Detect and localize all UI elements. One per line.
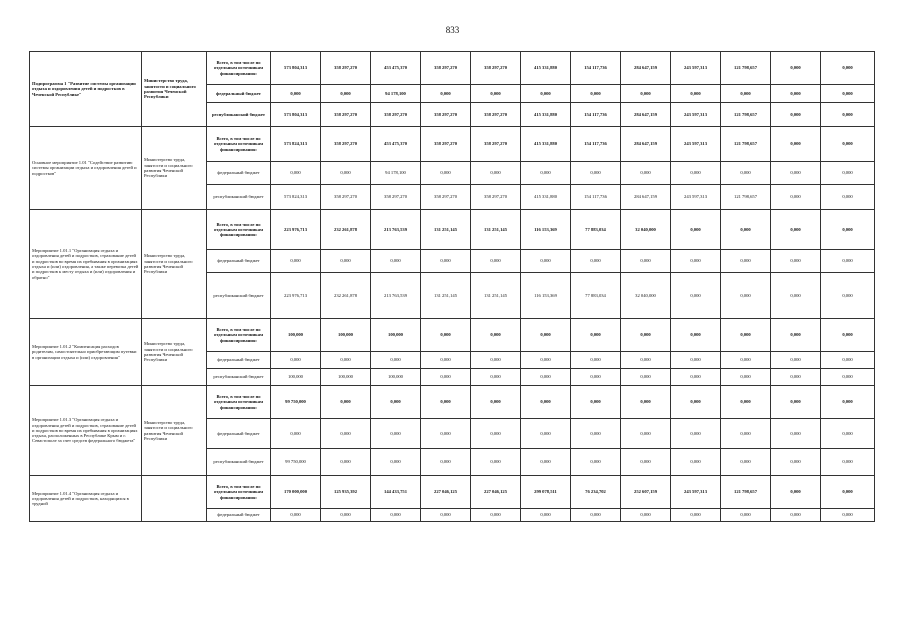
amount-cell: 243 597,313 — [671, 103, 721, 127]
program-name-cell: Мероприятие 1.01.1 "Организация отдыха и оздоровления детей и подростков, страхование детей и подростков во время их пребывания в организациях отдыха и (или) оздоровления, а также перевозка детей и подростков к месту отдыха и (или) оздоровления и обратно" — [30, 210, 142, 319]
amount-cell: 299 078,511 — [521, 476, 571, 509]
funding-source-cell: республиканский бюджет — [207, 103, 271, 127]
amount-cell: 243 597,313 — [671, 476, 721, 509]
table-row — [30, 210, 875, 250]
amount-cell: 0,000 — [671, 250, 721, 273]
amount-cell: 0,000 — [821, 103, 875, 127]
funding-source-cell: республиканский бюджет — [207, 273, 271, 319]
amount-cell: 0,000 — [821, 476, 875, 509]
funding-source-cell: Всего, в том числе по отдельным источникам финансирования: — [207, 210, 271, 250]
amount-cell: 0,000 — [721, 162, 771, 185]
amount-cell: 0,000 — [771, 352, 821, 369]
amount-cell: 154 117,736 — [571, 185, 621, 210]
amount-cell: 131 251,145 — [471, 273, 521, 319]
amount-cell: 0,000 — [821, 352, 875, 369]
amount-cell: 0,000 — [571, 509, 621, 522]
amount-cell: 0,000 — [721, 369, 771, 386]
amount-cell: 125 935,392 — [321, 476, 371, 509]
amount-cell: 415 331,880 — [521, 52, 571, 85]
amount-cell: 0,000 — [671, 352, 721, 369]
amount-cell: 415 331,880 — [521, 127, 571, 162]
amount-cell: 415 331,880 — [521, 185, 571, 210]
amount-cell: 121 798,657 — [721, 185, 771, 210]
amount-cell: 573 804,313 — [271, 103, 321, 127]
amount-cell: 213 763,539 — [371, 210, 421, 250]
amount-cell: 0,000 — [671, 369, 721, 386]
amount-cell: 243 597,313 — [671, 185, 721, 210]
funding-source-cell: Всего, в том числе по отдельным источникам финансирования: — [207, 319, 271, 352]
amount-cell: 232 261,878 — [321, 210, 371, 250]
amount-cell: 223 976,713 — [271, 210, 321, 250]
amount-cell: 76 234,702 — [571, 476, 621, 509]
amount-cell: 0,000 — [621, 85, 671, 103]
funding-source-cell: федеральный бюджет — [207, 509, 271, 522]
amount-cell: 284 647,159 — [621, 103, 671, 127]
funding-source-cell: Всего, в том числе по отдельным источникам финансирования: — [207, 52, 271, 85]
amount-cell: 0,000 — [671, 386, 721, 419]
amount-cell: 131 251,145 — [471, 210, 521, 250]
amount-cell: 0,000 — [521, 250, 571, 273]
amount-cell: 154 117,736 — [571, 127, 621, 162]
amount-cell: 0,000 — [771, 185, 821, 210]
amount-cell: 0,000 — [271, 162, 321, 185]
amount-cell: 0,000 — [821, 250, 875, 273]
amount-cell: 144 433,751 — [371, 476, 421, 509]
program-name-cell: Мероприятие 1.01.4 "Организация отдыха и оздоровления детей и подростков, находящихся в трудной — [30, 476, 142, 522]
amount-cell: 0,000 — [371, 352, 421, 369]
responsible-executor-cell — [142, 476, 207, 522]
amount-cell: 358 297,270 — [471, 103, 521, 127]
amount-cell: 0,000 — [271, 85, 321, 103]
amount-cell: 0,000 — [821, 386, 875, 419]
amount-cell: 0,000 — [621, 509, 671, 522]
amount-cell: 415 331,880 — [521, 103, 571, 127]
amount-cell: 0,000 — [321, 162, 371, 185]
budget-table — [29, 51, 875, 522]
amount-cell: 0,000 — [721, 352, 771, 369]
amount-cell: 94 178,100 — [371, 162, 421, 185]
amount-cell: 573 824,313 — [271, 127, 321, 162]
amount-cell: 0,000 — [421, 369, 471, 386]
amount-cell: 0,000 — [521, 386, 571, 419]
amount-cell: 0,000 — [721, 319, 771, 352]
amount-cell: 358 297,270 — [371, 185, 421, 210]
amount-cell: 32 040,000 — [621, 210, 671, 250]
amount-cell: 0,000 — [471, 419, 521, 449]
amount-cell: 0,000 — [771, 85, 821, 103]
amount-cell: 0,000 — [521, 162, 571, 185]
amount-cell: 0,000 — [721, 250, 771, 273]
amount-cell: 0,000 — [371, 386, 421, 419]
amount-cell: 154 117,736 — [571, 103, 621, 127]
program-name-cell: Основное мероприятие 1.01 "Содействие развитию системы организации отдыха и оздоровления детей и подростков" — [30, 127, 142, 210]
amount-cell: 0,000 — [721, 449, 771, 476]
amount-cell: 0,000 — [421, 386, 471, 419]
amount-cell: 0,000 — [671, 449, 721, 476]
amount-cell: 0,000 — [671, 319, 721, 352]
amount-cell: 0,000 — [771, 476, 821, 509]
amount-cell: 0,000 — [771, 319, 821, 352]
program-name-cell: Подпрограмма 1 "Развитие системы организации отдыха и оздоровления детей и подростков в Чеченской Республике" — [30, 52, 142, 127]
amount-cell: 32 040,000 — [621, 273, 671, 319]
amount-cell: 227 046,125 — [421, 476, 471, 509]
page-number: 833 — [445, 25, 460, 35]
amount-cell: 0,000 — [321, 509, 371, 522]
amount-cell: 0,000 — [771, 52, 821, 85]
amount-cell: 0,000 — [821, 369, 875, 386]
amount-cell: 0,000 — [671, 273, 721, 319]
amount-cell: 0,000 — [821, 127, 875, 162]
amount-cell: 0,000 — [471, 162, 521, 185]
amount-cell: 0,000 — [271, 509, 321, 522]
amount-cell: 284 647,159 — [621, 185, 671, 210]
amount-cell: 0,000 — [321, 85, 371, 103]
amount-cell: 358 297,270 — [471, 52, 521, 85]
amount-cell: 0,000 — [821, 185, 875, 210]
amount-cell: 358 297,270 — [471, 185, 521, 210]
amount-cell: 77 883,034 — [571, 273, 621, 319]
table-row — [30, 386, 875, 419]
amount-cell: 0,000 — [621, 352, 671, 369]
amount-cell: 0,000 — [821, 509, 875, 522]
amount-cell: 0,000 — [321, 352, 371, 369]
amount-cell: 0,000 — [471, 449, 521, 476]
table-row — [30, 476, 875, 509]
table-row — [30, 127, 875, 162]
amount-cell: 116 153,369 — [521, 273, 571, 319]
amount-cell: 0,000 — [721, 210, 771, 250]
amount-cell: 0,000 — [421, 162, 471, 185]
amount-cell: 358 297,270 — [471, 127, 521, 162]
amount-cell: 94 178,100 — [371, 85, 421, 103]
amount-cell: 0,000 — [771, 273, 821, 319]
amount-cell: 0,000 — [671, 509, 721, 522]
amount-cell: 0,000 — [771, 127, 821, 162]
amount-cell: 154 117,736 — [571, 52, 621, 85]
amount-cell: 0,000 — [821, 210, 875, 250]
amount-cell: 0,000 — [421, 449, 471, 476]
funding-source-cell: Всего, в том числе по отдельным источникам финансирования: — [207, 127, 271, 162]
amount-cell: 243 597,313 — [671, 52, 721, 85]
amount-cell: 0,000 — [671, 210, 721, 250]
amount-cell: 0,000 — [521, 419, 571, 449]
amount-cell: 213 763,539 — [371, 273, 421, 319]
funding-source-cell: федеральный бюджет — [207, 250, 271, 273]
amount-cell: 0,000 — [821, 85, 875, 103]
amount-cell: 0,000 — [471, 386, 521, 419]
amount-cell: 358 297,270 — [321, 127, 371, 162]
amount-cell: 0,000 — [621, 250, 671, 273]
amount-cell: 0,000 — [421, 352, 471, 369]
amount-cell: 0,000 — [521, 352, 571, 369]
amount-cell: 0,000 — [421, 419, 471, 449]
amount-cell: 358 297,270 — [421, 185, 471, 210]
amount-cell: 0,000 — [571, 419, 621, 449]
amount-cell: 0,000 — [471, 319, 521, 352]
amount-cell: 252 607,159 — [621, 476, 671, 509]
amount-cell: 0,000 — [821, 52, 875, 85]
amount-cell: 284 647,159 — [621, 52, 671, 85]
program-name-cell: Мероприятие 1.01.3 "Организация отдыха и оздоровления детей и подростков, страхование детей и подростков во время их пребывания в организациях отдыха, расположенных в Республике Крым и г. Севастополе за счет средств федерального бюджета" — [30, 386, 142, 476]
amount-cell: 243 597,313 — [671, 127, 721, 162]
amount-cell: 0,000 — [621, 319, 671, 352]
amount-cell: 0,000 — [371, 449, 421, 476]
amount-cell: 358 297,270 — [421, 127, 471, 162]
funding-source-cell: Всего, в том числе по отдельным источникам финансирования: — [207, 476, 271, 509]
amount-cell: 0,000 — [471, 509, 521, 522]
amount-cell: 0,000 — [771, 162, 821, 185]
amount-cell: 0,000 — [721, 273, 771, 319]
amount-cell: 0,000 — [421, 250, 471, 273]
amount-cell: 0,000 — [321, 250, 371, 273]
amount-cell: 121 798,657 — [721, 127, 771, 162]
amount-cell: 0,000 — [771, 509, 821, 522]
amount-cell: 100,000 — [371, 369, 421, 386]
amount-cell: 99 750,000 — [271, 386, 321, 419]
responsible-executor-cell: Министерство труда, занятости и социального развития Чеченской Республики — [142, 52, 207, 127]
amount-cell: 121 798,657 — [721, 52, 771, 85]
amount-cell: 0,000 — [571, 352, 621, 369]
amount-cell: 77 883,034 — [571, 210, 621, 250]
amount-cell: 358 297,270 — [371, 103, 421, 127]
amount-cell: 0,000 — [821, 162, 875, 185]
responsible-executor-cell: Министерство труда, занятости и социального развития Чеченской Республики — [142, 127, 207, 210]
amount-cell: 121 798,657 — [721, 476, 771, 509]
amount-cell: 0,000 — [771, 419, 821, 449]
amount-cell: 99 750,000 — [271, 449, 321, 476]
amount-cell: 0,000 — [371, 250, 421, 273]
amount-cell: 100,000 — [321, 319, 371, 352]
amount-cell: 100,000 — [321, 369, 371, 386]
amount-cell: 100,000 — [271, 369, 321, 386]
amount-cell: 131 251,145 — [421, 210, 471, 250]
amount-cell: 0,000 — [421, 85, 471, 103]
amount-cell: 0,000 — [521, 319, 571, 352]
table-row — [30, 52, 875, 85]
amount-cell: 0,000 — [621, 386, 671, 419]
amount-cell: 0,000 — [721, 85, 771, 103]
amount-cell: 100,000 — [271, 319, 321, 352]
amount-cell: 0,000 — [771, 103, 821, 127]
amount-cell: 0,000 — [671, 162, 721, 185]
funding-source-cell: федеральный бюджет — [207, 419, 271, 449]
amount-cell: 227 046,125 — [471, 476, 521, 509]
amount-cell: 0,000 — [271, 352, 321, 369]
amount-cell: 0,000 — [321, 449, 371, 476]
funding-source-cell: федеральный бюджет — [207, 162, 271, 185]
amount-cell: 131 251,145 — [421, 273, 471, 319]
amount-cell: 0,000 — [821, 319, 875, 352]
responsible-executor-cell: Министерство труда, занятости и социального развития Чеченской Республики — [142, 386, 207, 476]
funding-source-cell: республиканский бюджет — [207, 185, 271, 210]
amount-cell: 0,000 — [271, 419, 321, 449]
amount-cell: 0,000 — [771, 250, 821, 273]
amount-cell: 0,000 — [621, 449, 671, 476]
amount-cell: 116 153,369 — [521, 210, 571, 250]
amount-cell: 0,000 — [571, 449, 621, 476]
amount-cell: 0,000 — [471, 369, 521, 386]
amount-cell: 0,000 — [521, 85, 571, 103]
amount-cell: 0,000 — [821, 273, 875, 319]
amount-cell: 284 647,159 — [621, 127, 671, 162]
amount-cell: 0,000 — [621, 162, 671, 185]
amount-cell: 0,000 — [471, 352, 521, 369]
amount-cell: 0,000 — [321, 386, 371, 419]
amount-cell: 0,000 — [271, 250, 321, 273]
amount-cell: 0,000 — [721, 419, 771, 449]
table-row — [30, 319, 875, 352]
amount-cell: 0,000 — [471, 250, 521, 273]
funding-source-cell: Всего, в том числе по отдельным источникам финансирования: — [207, 386, 271, 419]
amount-cell: 0,000 — [821, 419, 875, 449]
amount-cell: 0,000 — [371, 509, 421, 522]
responsible-executor-cell: Министерство труда, занятости и социального развития Чеченской Республики — [142, 319, 207, 386]
amount-cell: 0,000 — [471, 85, 521, 103]
amount-cell: 0,000 — [771, 386, 821, 419]
amount-cell: 0,000 — [521, 369, 571, 386]
amount-cell: 0,000 — [421, 319, 471, 352]
amount-cell: 0,000 — [721, 509, 771, 522]
amount-cell: 223 976,713 — [271, 273, 321, 319]
amount-cell: 0,000 — [671, 419, 721, 449]
amount-cell: 358 297,270 — [321, 52, 371, 85]
funding-source-cell: республиканский бюджет — [207, 449, 271, 476]
amount-cell: 0,000 — [321, 419, 371, 449]
amount-cell: 0,000 — [771, 449, 821, 476]
amount-cell: 573 824,313 — [271, 185, 321, 210]
funding-source-cell: федеральный бюджет — [207, 352, 271, 369]
amount-cell: 358 297,270 — [321, 103, 371, 127]
amount-cell: 0,000 — [671, 85, 721, 103]
amount-cell: 573 804,313 — [271, 52, 321, 85]
amount-cell: 0,000 — [571, 319, 621, 352]
amount-cell: 453 475,370 — [371, 127, 421, 162]
amount-cell: 453 475,370 — [371, 52, 421, 85]
amount-cell: 0,000 — [571, 386, 621, 419]
amount-cell: 358 297,270 — [421, 103, 471, 127]
amount-cell: 0,000 — [571, 162, 621, 185]
amount-cell: 0,000 — [771, 210, 821, 250]
amount-cell: 0,000 — [771, 369, 821, 386]
amount-cell: 0,000 — [571, 369, 621, 386]
amount-cell: 0,000 — [721, 386, 771, 419]
amount-cell: 0,000 — [571, 250, 621, 273]
amount-cell: 0,000 — [821, 449, 875, 476]
amount-cell: 0,000 — [521, 449, 571, 476]
amount-cell: 0,000 — [621, 419, 671, 449]
amount-cell: 0,000 — [371, 419, 421, 449]
amount-cell: 170 000,000 — [271, 476, 321, 509]
responsible-executor-cell: Министерство труда, занятости и социального развития Чеченской Республики — [142, 210, 207, 319]
funding-source-cell: федеральный бюджет — [207, 85, 271, 103]
amount-cell: 0,000 — [571, 85, 621, 103]
amount-cell: 100,000 — [371, 319, 421, 352]
amount-cell: 121 798,657 — [721, 103, 771, 127]
program-name-cell: Мероприятие 1.01.2 "Компенсация расходов родителям, самостоятельно приобретающим путевки в организации отдыха и (или) оздоровления" — [30, 319, 142, 386]
amount-cell: 0,000 — [521, 509, 571, 522]
amount-cell: 358 297,270 — [321, 185, 371, 210]
amount-cell: 358 297,270 — [421, 52, 471, 85]
amount-cell: 0,000 — [421, 509, 471, 522]
amount-cell: 0,000 — [621, 369, 671, 386]
funding-source-cell: республиканский бюджет — [207, 369, 271, 386]
amount-cell: 232 261,878 — [321, 273, 371, 319]
